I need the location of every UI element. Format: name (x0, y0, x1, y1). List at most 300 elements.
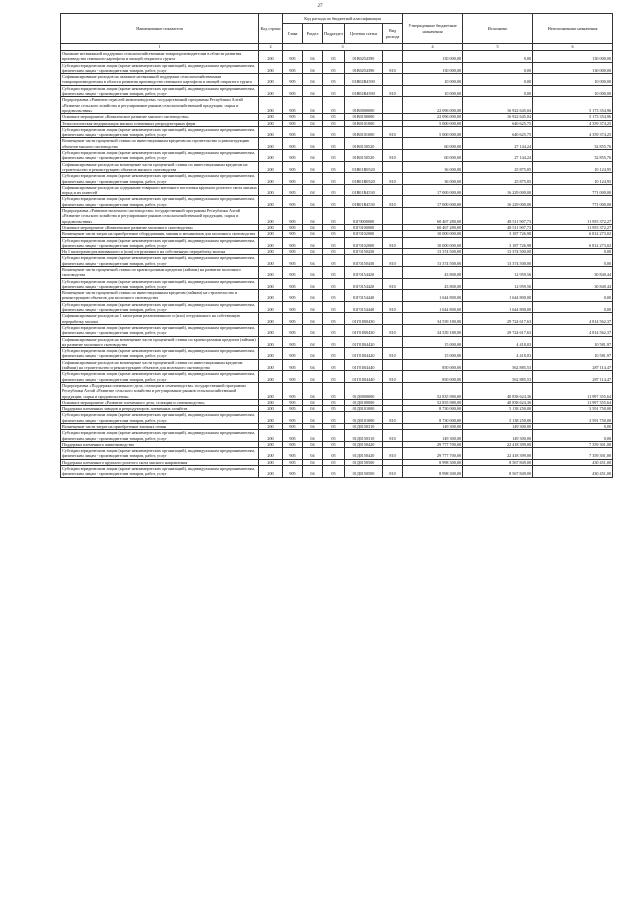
row-podrazdel: 05 (323, 278, 345, 290)
row-executed: 16 229 000,00 (463, 196, 533, 208)
row-line-code: 200 (259, 138, 283, 150)
row-podrazdel: 05 (323, 459, 345, 465)
row-executed: 40 838 624,36 (463, 399, 533, 405)
row-razdel: 04 (303, 324, 323, 336)
row-executed: 12 959,56 (463, 278, 533, 290)
row-vid (383, 313, 403, 325)
row-line-code: 200 (259, 448, 283, 460)
header-name: Наименование показателя (61, 14, 259, 44)
row-target: 01Г0150430 (345, 249, 383, 255)
row-line-code: 200 (259, 424, 283, 430)
table-row (61, 359, 613, 371)
row-name: Возмещение части процентной ставки по инвестиционным кредитам (займам) на строительство и реконструкцию объектов для молочного скотоводства (61, 290, 259, 302)
row-glava: 905 (283, 359, 303, 371)
row-approved: 34 539 180,00 (403, 324, 463, 336)
row-glava: 905 (283, 120, 303, 126)
table-row (61, 150, 613, 162)
row-target: 01В0254390 (345, 62, 383, 74)
row-unexecuted: 287 114,47 (533, 371, 613, 383)
row-unexecuted: 771 000,00 (533, 184, 613, 196)
header-unexecuted: Неисполненные назначения (533, 14, 613, 44)
row-target: 01Г01R0430 (345, 313, 383, 325)
row-podrazdel: 05 (323, 336, 345, 348)
row-approved: 43 800,00 (403, 278, 463, 290)
row-approved: 850 000,00 (403, 371, 463, 383)
row-executed: 25 875,05 (463, 173, 533, 185)
row-approved: 10 000 000,00 (403, 231, 463, 237)
row-razdel: 04 (303, 348, 323, 360)
row-target: 01Д0150310 (345, 424, 383, 430)
row-name: Субсидии юридическим лицам (кроме некоммерческих организаций), индивидуальным предпринимателям, физическим лицам - производителям товаров, работ, услуг (61, 448, 259, 460)
row-vid: 810 (383, 62, 403, 74)
row-name: Возмещение части процентной ставки по инвестиционным кредитам на строительство и реконструкцию объектов мясного скотоводства (61, 138, 259, 150)
row-vid: 810 (383, 466, 403, 478)
row-unexecuted: 10 581,97 (533, 336, 613, 348)
row-unexecuted: 0,00 (533, 424, 613, 430)
row-executed: 13 374 500,00 (463, 255, 533, 267)
row-glava: 905 (283, 313, 303, 325)
row-razdel: 04 (303, 51, 323, 63)
row-unexecuted: 10 124,95 (533, 161, 613, 173)
row-target: 01Г01R4440 (345, 359, 383, 371)
row-glava: 905 (283, 231, 303, 237)
row-podrazdel: 05 (323, 138, 345, 150)
row-vid (383, 266, 403, 278)
row-name: Субсидии юридическим лицам (кроме некоммерческих организаций), индивидуальным предпринимателям, физическим лицам - производителям товаров, работ, услуг (61, 62, 259, 74)
table-row (61, 448, 613, 460)
row-unexecuted: 130 000,00 (533, 51, 613, 63)
row-target: 01В01R4530 (345, 196, 383, 208)
row-approved: 15 000,00 (403, 336, 463, 348)
row-target: 01Д0150310 (345, 430, 383, 442)
row-approved: 5 000 000,00 (403, 126, 463, 138)
row-vid (383, 382, 403, 399)
row-name: Поддержка племенного животноводства (61, 441, 259, 447)
row-vid: 810 (383, 448, 403, 460)
table-row (61, 313, 613, 325)
row-executed: 640 625,75 (463, 120, 533, 126)
row-line-code: 200 (259, 459, 283, 465)
row-approved: 850 000,00 (403, 359, 463, 371)
table-row (61, 85, 613, 97)
row-target: 01В0254390 (345, 51, 383, 63)
row-glava: 905 (283, 336, 303, 348)
row-glava: 905 (283, 382, 303, 399)
row-unexecuted: 4 359 374,25 (533, 126, 613, 138)
row-line-code: 200 (259, 120, 283, 126)
row-unexecuted: 10 000,00 (533, 74, 613, 86)
row-approved: 130 000,00 (403, 51, 463, 63)
row-target: 01В0100000 (345, 114, 383, 120)
row-approved: 29 777 700,00 (403, 448, 463, 460)
row-name: Софинансирование расходов на возмещение части процентной ставки по краткосрочным кредитам (займам) на развитие молочного скотоводства (61, 336, 259, 348)
row-target: 01Д0150500 (345, 466, 383, 478)
row-glava: 905 (283, 324, 303, 336)
row-name: Субсидии юридическим лицам (кроме некоммерческих организаций), индивидуальным предпринимателям, физическим лицам - производителям товаров, работ, услуг (61, 150, 259, 162)
row-target: 01Г0154440 (345, 301, 383, 313)
row-approved: 149 300,00 (403, 424, 463, 430)
row-line-code: 200 (259, 126, 283, 138)
row-vid (383, 161, 403, 173)
row-podrazdel: 05 (323, 62, 345, 74)
row-line-code: 200 (259, 114, 283, 120)
row-approved: 43 800,00 (403, 266, 463, 278)
row-unexecuted: 5 173 354,96 (533, 97, 613, 114)
row-approved: 5 000 000,00 (403, 120, 463, 126)
row-podrazdel: 05 (323, 412, 345, 424)
row-razdel: 04 (303, 173, 323, 185)
row-glava: 905 (283, 161, 303, 173)
row-executed: 149 300,00 (463, 424, 533, 430)
row-line-code: 200 (259, 348, 283, 360)
row-razdel: 04 (303, 74, 323, 86)
column-number: 2 (259, 44, 283, 51)
row-unexecuted: 32 855,76 (533, 150, 613, 162)
header-approved: Утвержденные бюджетные назначения (403, 14, 463, 44)
row-unexecuted: 11 997 355,64 (533, 399, 613, 405)
row-line-code: 200 (259, 278, 283, 290)
row-vid: 810 (383, 255, 403, 267)
row-name: Возмещение части затрат на приобретение элитных семян (61, 424, 259, 430)
row-executed: 562 885,53 (463, 359, 533, 371)
row-razdel: 04 (303, 85, 323, 97)
row-razdel: 04 (303, 406, 323, 412)
row-name: Субсидии юридическим лицам (кроме некоммерческих организаций), индивидуальным предпринимателям, физическим лицам - производителям товаров, работ, услуг (61, 196, 259, 208)
row-glava: 905 (283, 466, 303, 478)
row-glava: 905 (283, 97, 303, 114)
row-razdel: 04 (303, 336, 323, 348)
row-glava: 905 (283, 74, 303, 86)
row-unexecuted: 10 000,00 (533, 85, 613, 97)
row-name: Софинансирование расходов на оказание несвязанной поддержки сельскохозяйственным товаропроизводителям в области развития производства семенного картофеля и овощей открытого грунта (61, 74, 259, 86)
row-glava: 905 (283, 249, 303, 255)
row-vid: 810 (383, 301, 403, 313)
row-line-code: 200 (259, 313, 283, 325)
row-target: 01Г0154420 (345, 266, 383, 278)
row-line-code: 200 (259, 62, 283, 74)
row-unexecuted: 430 451,00 (533, 466, 613, 478)
row-vid: 810 (383, 237, 403, 249)
row-executed: 1 644 800,00 (463, 290, 533, 302)
row-unexecuted: 287 114,47 (533, 359, 613, 371)
row-approved: 8 998 300,00 (403, 466, 463, 478)
row-unexecuted: 11 997 355,64 (533, 382, 613, 399)
row-line-code: 200 (259, 359, 283, 371)
row-vid: 810 (383, 412, 403, 424)
row-target: 01В0101000 (345, 126, 383, 138)
row-name: Софинансирование расходов на 1 килограмм реализованного и (или) отгруженного на собственную переработку молока (61, 313, 259, 325)
header-classification: Код расхода по бюджетной классификации (283, 14, 403, 24)
row-approved: 8 730 000,00 (403, 406, 463, 412)
row-approved: 10 000 000,00 (403, 237, 463, 249)
row-line-code: 200 (259, 97, 283, 114)
row-executed: 0,00 (463, 62, 533, 74)
column-number: 6 (533, 44, 613, 51)
row-line-code: 200 (259, 85, 283, 97)
row-podrazdel: 05 (323, 441, 345, 447)
table-row (61, 97, 613, 114)
row-executed: 16 229 000,00 (463, 184, 533, 196)
row-name: Субсидии юридическим лицам (кроме некоммерческих организаций), индивидуальным предпринимателям, физическим лицам - производителям товаров, работ, услуг (61, 466, 259, 478)
row-name: Субсидии юридическим лицам (кроме некоммерческих организаций), индивидуальным предпринимателям, физическим лицам - производителям товаров, работ, услуг (61, 412, 259, 424)
row-glava: 905 (283, 237, 303, 249)
row-glava: 905 (283, 184, 303, 196)
row-line-code: 200 (259, 208, 283, 225)
header-executed: Исполнено (463, 14, 533, 44)
row-target: 01В01R0520 (345, 173, 383, 185)
row-unexecuted: 771 000,00 (533, 196, 613, 208)
row-target: 01Г01R4420 (345, 348, 383, 360)
row-executed: 3 187 726,98 (463, 237, 533, 249)
row-target: 01Д0101000 (345, 412, 383, 424)
row-podrazdel: 05 (323, 313, 345, 325)
row-glava: 905 (283, 348, 303, 360)
row-glava: 905 (283, 126, 303, 138)
row-line-code: 200 (259, 266, 283, 278)
row-line-code: 200 (259, 249, 283, 255)
row-target: 01Г01R4420 (345, 336, 383, 348)
table-row (61, 301, 613, 313)
row-podrazdel: 05 (323, 224, 345, 230)
table-row (61, 278, 613, 290)
row-podrazdel: 05 (323, 266, 345, 278)
row-approved: 52 835 980,00 (403, 399, 463, 405)
row-approved: 36 000,00 (403, 161, 463, 173)
table-body (61, 51, 613, 478)
row-name: Подпрограмма «Развитие отраслей животноводства» государственной программы Республики Алтай «Развитие сельского хозяйства и регулирование рынков сельскохозяйственной продукции, сырья и продовольствия» (61, 97, 259, 114)
row-razdel: 04 (303, 237, 323, 249)
row-approved: 10 000,00 (403, 85, 463, 97)
row-unexecuted: 7 359 301,00 (533, 441, 613, 447)
row-vid (383, 51, 403, 63)
row-approved: 17 000 000,00 (403, 184, 463, 196)
row-name: Технологическая модернизация мясных племенных репродукторных ферм (61, 120, 259, 126)
row-executed: 25 875,05 (463, 161, 533, 173)
row-razdel: 04 (303, 150, 323, 162)
row-target: 01В0000000 (345, 97, 383, 114)
row-unexecuted: 4 814 562,37 (533, 313, 613, 325)
row-vid: 810 (383, 430, 403, 442)
row-line-code: 200 (259, 466, 283, 478)
row-name: Субсидии юридическим лицам (кроме некоммерческих организаций), индивидуальным предпринимателям, физическим лицам - производителям товаров, работ, услуг (61, 371, 259, 383)
row-line-code: 200 (259, 399, 283, 405)
row-podrazdel: 05 (323, 249, 345, 255)
row-name: Субсидии юридическим лицам (кроме некоммерческих организаций), индивидуальным предпринимателям, физическим лицам - производителям товаров, работ, услуг (61, 348, 259, 360)
row-razdel: 04 (303, 430, 323, 442)
row-podrazdel: 05 (323, 161, 345, 173)
row-podrazdel: 05 (323, 406, 345, 412)
row-razdel: 04 (303, 196, 323, 208)
row-approved: 17 000 000,00 (403, 196, 463, 208)
row-vid: 810 (383, 196, 403, 208)
header-razdel: Раздел (303, 24, 323, 44)
row-glava: 905 (283, 448, 303, 460)
row-approved: 8 730 000,00 (403, 412, 463, 424)
row-vid: 810 (383, 371, 403, 383)
row-glava: 905 (283, 412, 303, 424)
row-unexecuted: 4 359 374,25 (533, 120, 613, 126)
row-executed: 0,00 (463, 85, 533, 97)
row-executed: 48 511 907,73 (463, 224, 533, 230)
row-executed: 8 567 849,00 (463, 459, 533, 465)
row-target: 01Г01R0430 (345, 324, 383, 336)
row-approved: 130 000,00 (403, 62, 463, 74)
row-name: Субсидии юридическим лицам (кроме некоммерческих организаций), индивидуальным предпринимателям, физическим лицам - производителям товаров, работ, услуг (61, 237, 259, 249)
row-glava: 905 (283, 430, 303, 442)
row-executed: 16 922 645,04 (463, 97, 533, 114)
row-approved: 36 000,00 (403, 173, 463, 185)
row-vid (383, 208, 403, 225)
row-executed: 8 567 849,00 (463, 466, 533, 478)
row-podrazdel: 05 (323, 173, 345, 185)
row-glava: 905 (283, 224, 303, 230)
row-target: 01Г0102000 (345, 237, 383, 249)
row-podrazdel: 05 (323, 348, 345, 360)
row-target: 01В01R0520 (345, 161, 383, 173)
row-line-code: 200 (259, 224, 283, 230)
row-razdel: 04 (303, 313, 323, 325)
table-row (61, 412, 613, 424)
row-executed: 640 625,75 (463, 126, 533, 138)
row-line-code: 200 (259, 74, 283, 86)
row-line-code: 200 (259, 406, 283, 412)
row-line-code: 200 (259, 150, 283, 162)
row-executed: 562 885,53 (463, 371, 533, 383)
row-vid: 810 (383, 173, 403, 185)
row-target: 01В01R4530 (345, 184, 383, 196)
row-razdel: 04 (303, 62, 323, 74)
row-name: Субсидии юридическим лицам (кроме некоммерческих организаций), индивидуальным предпринимателям, физическим лицам - производителям товаров, работ, услуг (61, 324, 259, 336)
row-target: 01Д0000000 (345, 382, 383, 399)
row-unexecuted: 30 840,44 (533, 278, 613, 290)
row-line-code: 200 (259, 196, 283, 208)
row-name: Софинансирование расходов на возмещение части процентной ставки по инвестиционным кредитам (займам) на строительство и реконструкцию объектов для молочного скотоводства (61, 359, 259, 371)
row-name: Поддержка племенного крупного рогатого скота мясного направления (61, 459, 259, 465)
column-number: 1 (61, 44, 259, 51)
row-executed: 3 187 726,98 (463, 231, 533, 237)
row-podrazdel: 05 (323, 382, 345, 399)
row-razdel: 04 (303, 266, 323, 278)
row-target: 01Г0150430 (345, 255, 383, 267)
table-row (61, 74, 613, 86)
row-executed: 4 418,03 (463, 348, 533, 360)
row-approved: 15 000,00 (403, 348, 463, 360)
table-row (61, 51, 613, 63)
page-number: 27 (317, 4, 323, 9)
row-executed: 22 418 399,00 (463, 441, 533, 447)
row-razdel: 04 (303, 231, 323, 237)
row-executed: 27 144,24 (463, 150, 533, 162)
table-row (61, 348, 613, 360)
row-podrazdel: 05 (323, 74, 345, 86)
row-approved: 13 374 500,00 (403, 249, 463, 255)
row-line-code: 200 (259, 412, 283, 424)
row-glava: 905 (283, 114, 303, 120)
table-row (61, 336, 613, 348)
row-line-code: 200 (259, 301, 283, 313)
row-name: Субсидии юридическим лицам (кроме некоммерческих организаций), индивидуальным предпринимателям, физическим лицам - производителям товаров, работ, услуг (61, 430, 259, 442)
row-unexecuted: 11 955 372,27 (533, 208, 613, 225)
budget-execution-table (60, 13, 613, 478)
row-vid: 810 (383, 278, 403, 290)
table-row (61, 430, 613, 442)
row-name: Субсидии юридическим лицам (кроме некоммерческих организаций), индивидуальным предпринимателям, физическим лицам - производителям товаров, работ, услуг (61, 278, 259, 290)
row-glava: 905 (283, 208, 303, 225)
row-razdel: 04 (303, 424, 323, 430)
row-unexecuted: 7 359 301,00 (533, 448, 613, 460)
row-executed: 40 838 624,36 (463, 382, 533, 399)
row-name: Субсидии юридическим лицам (кроме некоммерческих организаций), индивидуальным предпринимателям, физическим лицам - производителям товаров, работ, услуг (61, 301, 259, 313)
row-razdel: 04 (303, 278, 323, 290)
row-glava: 905 (283, 459, 303, 465)
row-podrazdel: 05 (323, 448, 345, 460)
row-unexecuted: 3 591 750,00 (533, 412, 613, 424)
row-unexecuted: 5 173 354,96 (533, 114, 613, 120)
row-podrazdel: 05 (323, 114, 345, 120)
row-unexecuted: 0,00 (533, 249, 613, 255)
row-podrazdel: 05 (323, 51, 345, 63)
row-vid (383, 359, 403, 371)
table-row (61, 382, 613, 399)
row-razdel: 04 (303, 399, 323, 405)
row-executed: 29 724 617,63 (463, 324, 533, 336)
row-unexecuted: 4 814 562,37 (533, 324, 613, 336)
row-unexecuted: 32 855,76 (533, 138, 613, 150)
row-name: Субсидии юридическим лицам (кроме некоммерческих организаций), индивидуальным предпринимателям, физическим лицам - производителям товаров, работ, услуг (61, 173, 259, 185)
header-vid: Вид расхода (383, 24, 403, 44)
row-podrazdel: 05 (323, 184, 345, 196)
row-line-code: 200 (259, 184, 283, 196)
row-target: 01В0150520 (345, 150, 383, 162)
row-approved: 60 467 280,00 (403, 224, 463, 230)
row-vid: 810 (383, 126, 403, 138)
table-row (61, 371, 613, 383)
row-podrazdel: 05 (323, 237, 345, 249)
row-unexecuted: 6 812 273,02 (533, 231, 613, 237)
table-row (61, 161, 613, 173)
row-line-code: 200 (259, 290, 283, 302)
row-razdel: 04 (303, 184, 323, 196)
row-unexecuted: 3 591 750,00 (533, 406, 613, 412)
row-razdel: 04 (303, 371, 323, 383)
row-approved: 22 096 000,00 (403, 114, 463, 120)
row-name: Подпрограмма «Развитие молочного скотоводства» государственной программы Республики Алтай «Развитие сельского хозяйства и регулирование рынков сельскохозяйственной продукции, сырья и продовольствия» (61, 208, 259, 225)
row-name: Оказание несвязанной поддержки сельскохозяйственным товаропроизводителям в области развития производства семенного картофеля и овощей открытого грунта (61, 51, 259, 63)
row-approved: 149 300,00 (403, 430, 463, 442)
row-glava: 905 (283, 371, 303, 383)
row-target: 01Д0150420 (345, 448, 383, 460)
row-target: 01Г0154440 (345, 290, 383, 302)
row-podrazdel: 05 (323, 85, 345, 97)
row-approved: 10 000,00 (403, 74, 463, 86)
row-razdel: 04 (303, 359, 323, 371)
header-podrazdel: Подраздел (323, 24, 345, 44)
row-target: 01Г0100000 (345, 224, 383, 230)
row-podrazdel: 05 (323, 324, 345, 336)
table-row (61, 266, 613, 278)
table-row (61, 173, 613, 185)
table-row (61, 290, 613, 302)
row-podrazdel: 05 (323, 126, 345, 138)
table-row (61, 126, 613, 138)
row-target: 01Д0150500 (345, 459, 383, 465)
row-razdel: 04 (303, 249, 323, 255)
row-unexecuted: 30 840,44 (533, 266, 613, 278)
row-razdel: 04 (303, 138, 323, 150)
row-target: 01Г0000000 (345, 208, 383, 225)
row-podrazdel: 05 (323, 424, 345, 430)
table-row (61, 62, 613, 74)
